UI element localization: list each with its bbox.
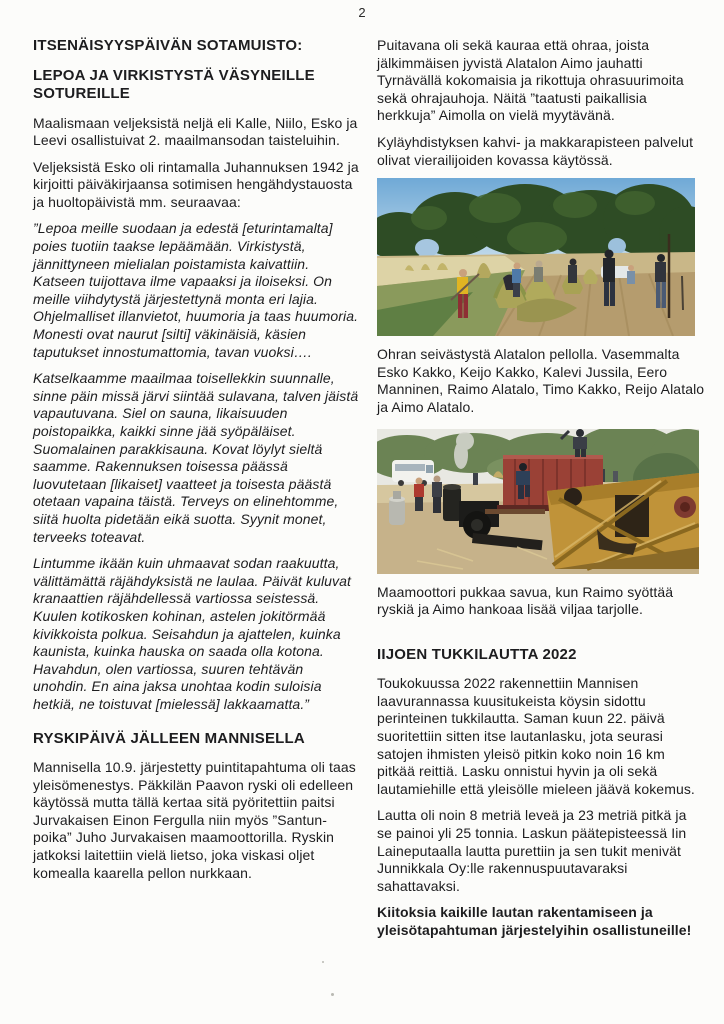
thanks-note: Kiitoksia kaikille lautan rakentamiseen ja yleisötapahtuman järjestelyihin osallistuneille! bbox=[377, 904, 692, 938]
photo-caption-2: Maamoottori pukkaa savua, kun Raimo syöttää ryskiä ja Aimo hankoaa lisää viljaa tarjolle. bbox=[377, 583, 674, 618]
photo-barley-sheaving-image bbox=[377, 178, 695, 336]
section-heading-ryskipaiva: RYSKIPÄIVÄ JÄLLEEN MANNISELLA bbox=[33, 729, 305, 747]
scan-speck bbox=[331, 993, 334, 996]
section-heading-tukkilautta: IIJOEN TUKKILAUTTA 2022 bbox=[377, 645, 577, 663]
paragraph-raft-size: Lautta oli noin 8 metriä leveä ja 23 metriä pitkä ja se painoi yli 25 tonnia. Laskun päätepisteessä Iin Laineputaalla lautta purettiin ja sen tukit menivät Junnikkala Oy:lle rakennuspuutavaraksi sahattavaksi. bbox=[377, 807, 687, 894]
paragraph-intro: Maalismaan veljeksistä neljä eli Kalle, Niilo, Esko ja Leevi osallistuivat 2. maailmansodan taisteluihin. bbox=[33, 114, 358, 149]
paragraph-ryskipaiva: Mannisella 10.9. järjestetty puintitapahtuma oli taas yleisömenestys. Päkkilän Paavon ryski oli edelleen käytössä mutta tällä kertaa sitä pyöritettiin paitsi Jurvakaisen Einon Fergulla niin myös ”Santun-poika” Juho Jurvakaisen maamoottorilla. Ryskin jatkoksi laitettiin vielä lietso, joka viskasi oljet komealla kaarella pellon nurkkaan. bbox=[33, 759, 356, 881]
paragraph-diary-lead: Veljeksistä Esko oli rintamalla Juhannuksen 1942 ja kirjoitti päiväkirjaansa sotimisen hengähdystauosta ja huoltopäivistä mm. seuraavaa: bbox=[33, 158, 359, 210]
paragraph-services: Kyläyhdistyksen kahvi- ja makkarapisteen palvelut olivat vierailijoiden kovassa käytössä. bbox=[377, 133, 694, 168]
page-number: 2 bbox=[358, 5, 366, 20]
diary-quote-3: Lintumme ikään kuin uhmaavat sodan raakuutta, välittämättä räjähdyksistä ne laulaa. Päivät kuluvat kranaattien räjähdellessä vartiossa seistessä. Kuulen kotikosken kohinan, astelen jokitörmää kivikkoista polkua. Seisahdun ja ajattelen, kuinka kaunista, kuinka hauska on saada olla kotona. Havahdun, olen vartiossa, suuren tehtävän unohdin. En aina jaksa unohtaa kodin suloisia hetkiä, ne toistuvat [mielessä] lakkaamatta.” bbox=[33, 555, 352, 712]
diary-quote-2: Katselkaamme maailmaa toisellekkin suunnalle, sinne päin missä järvi siintää sulavana, talven jäistä vapautuvana. Siel on sauna, likaisuuden poistopaikka, kaikki sinne jää syöpäläiset. Suomalainen parakkisauna. Kovat löylyt sieltä saamme. Rakennuksen toisessa päässä luovutetaan [likaiset] vaatteet ja toisesta päästä otetaan vapaina täistä. Terveys on elinehtomme, siitä huolta pidetään eikä suotta. Syynit monet, terveeks toteavat. bbox=[33, 370, 359, 545]
photo-threshing-machine-image bbox=[377, 429, 699, 574]
photo-threshing-machine bbox=[377, 429, 705, 574]
article-kicker: ITSENÄISYYSPÄIVÄN SOTAMUISTO: bbox=[33, 37, 303, 54]
photo-caption-1: Ohran seivästystä Alatalon pellolla. Vasemmalta Esko Kakko, Keijo Kakko, Kalevi Jussila, Eero Manninen, Raimo Alatalo, Timo Kakko, Reijo Alatalo ja Aimo Alatalo. bbox=[377, 346, 705, 415]
diary-quote-1: ”Lepoa meille suodaan ja edestä [eturintamalta] poies tuotiin taakse lepäämään. Virkistystä, jännittyneen mielialan poistamista kaivattiin. Katseen tuijottava ilme vapaaksi ja iloiseksi. On meille viihdytystä järjestettynä monta eri lajia. Ohjelmalliset illanvietot, huumoria ja taas huumoria. Monesti ovat naurut [silti] väkinäisiä, käsien taputukset innostumattomia, tavan vuoksi…. bbox=[33, 220, 359, 360]
left-column bbox=[33, 37, 361, 891]
paragraph-raft-build: Toukokuussa 2022 rakennettiin Mannisen laavurannassa kuusitukeista köysin sidottu perinteinen tukkilautta. Saman kuun 22. päivä suoritettiin sitten itse lautanlasku, jota seurasi satojen ihmisten yleisö pitkin koko noin 16 km pitkää reittiä. Lasku onnistui hyvin ja oli sekä lautamiehille että yleisölle mieleen jäävä kokemus. bbox=[377, 675, 695, 797]
scan-speck bbox=[322, 961, 324, 963]
article-title: LEPOA JA VIRKISTYSTÄ VÄSYNEILLE SOTUREILLE bbox=[33, 66, 315, 102]
right-column bbox=[377, 37, 705, 949]
paragraph-grain: Puitavana oli sekä kauraa että ohraa, joista jälkimmäisen jyvistä Alatalon Aimo jauhatti Tyrnävällä kokomaisia ja rikottuja ohrasuurimoita sekä ohrajauhoja. Näitä ”taatusti paikallisia herkkuja” Aimolla on vielä myytävänä. bbox=[377, 37, 684, 124]
photo-barley-sheaving bbox=[377, 178, 705, 336]
